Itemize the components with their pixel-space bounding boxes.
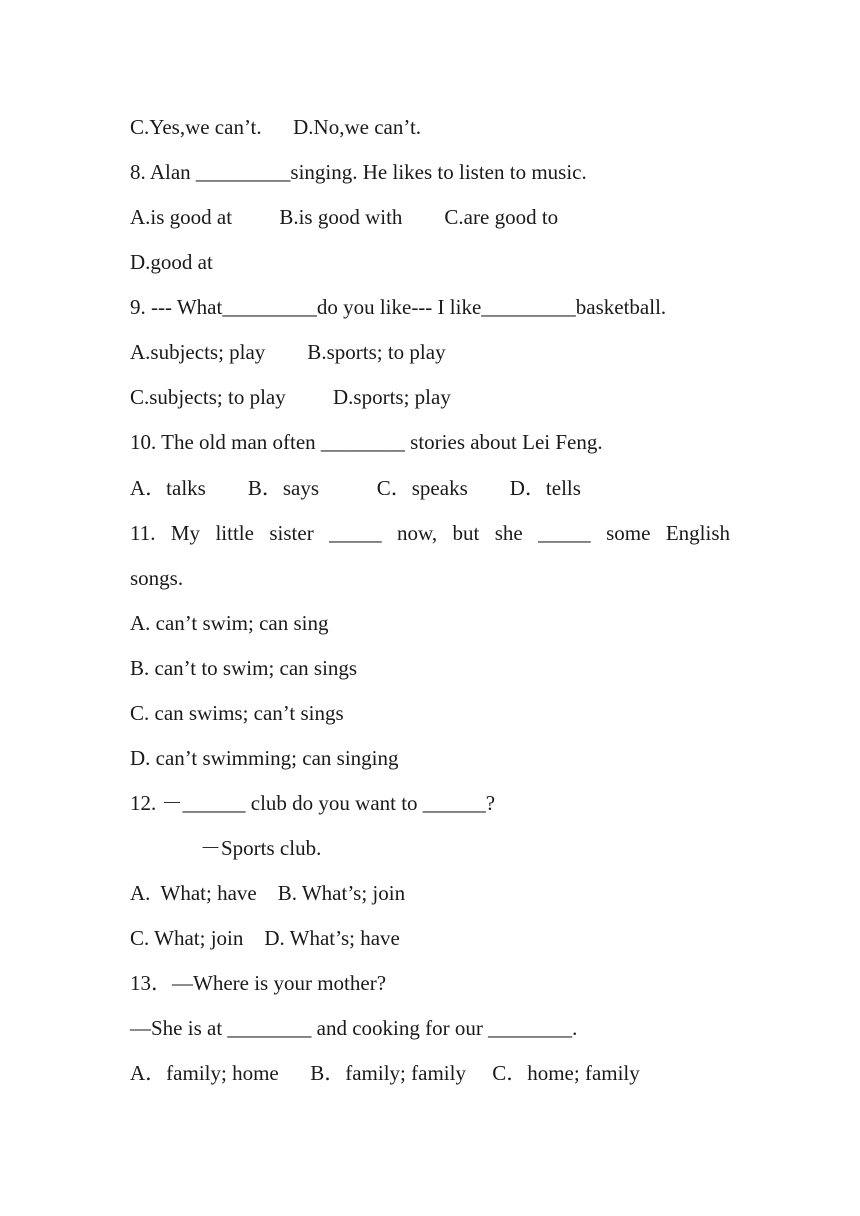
q11-option-b: B. can’t to swim; can sings	[130, 656, 358, 680]
q8-option-d: D.good at	[130, 250, 213, 274]
q11-option-a: A. can’t swim; can sing	[130, 611, 329, 635]
q9-options-cd: C.subjects; to play D.sports; play	[130, 385, 451, 409]
q7-options-cd: C.Yes,we can’t. D.No,we can’t.	[130, 115, 422, 139]
q10-question: 10. The old man often ________ stories about Lei Feng.	[130, 430, 603, 454]
q13-answer: —She is at ________ and cooking for our ________.	[130, 1016, 578, 1040]
q12-answer: －Sports club.	[200, 836, 322, 860]
q9-options-ab: A.subjects; play B.sports; to play	[130, 340, 446, 364]
q11-option-d: D. can’t swimming; can singing	[130, 746, 399, 770]
q13-options: A．family; home B．family; family C．home; family	[130, 1061, 640, 1085]
q12-options-cd: C. What; join D. What’s; have	[130, 926, 400, 950]
q8-question: 8. Alan _________singing. He likes to listen to music.	[130, 160, 587, 184]
q12-options-ab: A. What; have B. What’s; join	[130, 881, 406, 905]
q11-question-line2: songs.	[130, 566, 184, 590]
q11-option-c: C. can swims; can’t sings	[130, 701, 344, 725]
q13-question: 13．—Where is your mother?	[130, 971, 387, 995]
q10-options: A．talks B．says C．speaks D．tells	[130, 476, 581, 500]
q12-question: 12. －______ club do you want to ______?	[130, 791, 496, 815]
q11-question-line1: 11. My little sister _____ now, but she _____ some English	[130, 521, 730, 545]
q9-question: 9. --- What_________do you like--- I like_________basketball.	[130, 295, 667, 319]
q8-options-abc: A.is good at B.is good with C.are good to	[130, 205, 559, 229]
